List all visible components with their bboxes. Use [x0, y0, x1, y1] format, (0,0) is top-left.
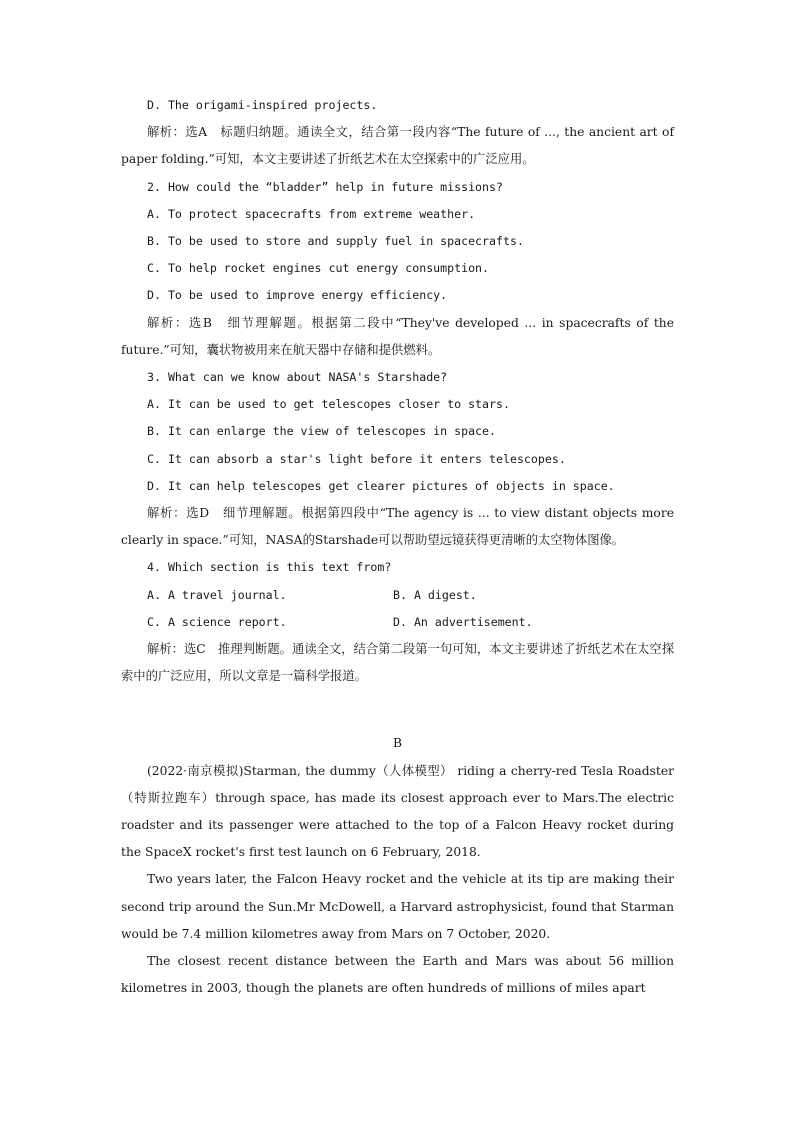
q4-option-c: C. A science report.	[147, 614, 287, 629]
q4-options-row-2	[121, 609, 674, 636]
q2-option-b: B. To be used to store and supply fuel in spacecrafts.	[147, 234, 524, 249]
q2-option-d: D. To be used to improve energy efficiency.	[147, 288, 448, 303]
q3-option-a: A. It can be used to get telescopes closer to stars.	[147, 397, 510, 412]
passage-b-title: B	[392, 736, 403, 751]
q2-option-a: A. To protect spacecrafts from extreme weather.	[147, 206, 476, 221]
q4-option-d: D. An advertisement.	[393, 614, 533, 629]
q1-analysis: 解析：选A 标题归纳题。通读全文，结合第一段内容“The future of ..., the ancient art of paper folding.”可知，本文主要讲述了折纸艺术在太空探索中的广泛应用。	[121, 125, 674, 167]
q4-analysis: 解析：选C 推理判断题。通读全文，结合第二段第一句可知，本文主要讲述了折纸艺术在太空探索中的广泛应用，所以文章是一篇科学报道。	[121, 642, 674, 684]
q4-option-b: B. A digest.	[393, 587, 477, 602]
q2-stem: 2. How could the “bladder” help in future missions?	[147, 179, 503, 194]
passage-b-paragraph-1: (2022·南京模拟)Starman, the dummy（人体模型） riding a cherry-red Tesla Roadster（特斯拉跑车）through space, has made its closest approach ever to Mars.The electric roadster and its passenger were attached to the top of a Falcon Heavy rocket during the SpaceX rocket's first test launch on 6 February, 2018.	[121, 763, 674, 860]
page-content	[121, 92, 674, 1003]
passage-b-paragraph-3: The closest recent distance between the Earth and Mars was about 56 million kilometres in 2003, though the planets are often hundreds of millions of miles apart	[121, 954, 674, 996]
q3-option-c: C. It can absorb a star's light before it enters telescopes.	[147, 451, 566, 466]
q2-analysis: 解析：选B 细节理解题。根据第二段中“They've developed ... in spacecrafts of the future.”可知，囊状物被用来在航天器中存储和提供燃料。	[121, 315, 674, 357]
q3-option-b: B. It can enlarge the view of telescopes in space.	[147, 424, 497, 439]
q4-option-a: A. A travel journal.	[147, 587, 287, 602]
section-gap	[121, 690, 674, 730]
q2-option-c: C. To help rocket engines cut energy consumption.	[147, 261, 490, 276]
q1-option-d: D. The origami-inspired projects.	[147, 98, 378, 112]
q4-stem: 4. Which section is this text from?	[147, 560, 392, 575]
q3-stem: 3. What can we know about NASA's Starshade?	[147, 370, 448, 385]
passage-b-paragraph-2: Two years later, the Falcon Heavy rocket and the vehicle at its tip are making their second trip around the Sun.Mr McDowell, a Harvard astrophysicist, found that Starman would be 7.4 million kilometres away from Mars on 7 October, 2020.	[121, 872, 674, 941]
q4-options-row-1	[121, 582, 674, 609]
q3-analysis: 解析：选D 细节理解题。根据第四段中“The agency is ... to view distant objects more clearly in space.”可知，NASA的Starshade可以帮助望远镜获得更清晰的太空物体图像。	[121, 506, 674, 548]
q3-option-d: D. It can help telescopes get clearer pictures of objects in space.	[147, 478, 615, 493]
